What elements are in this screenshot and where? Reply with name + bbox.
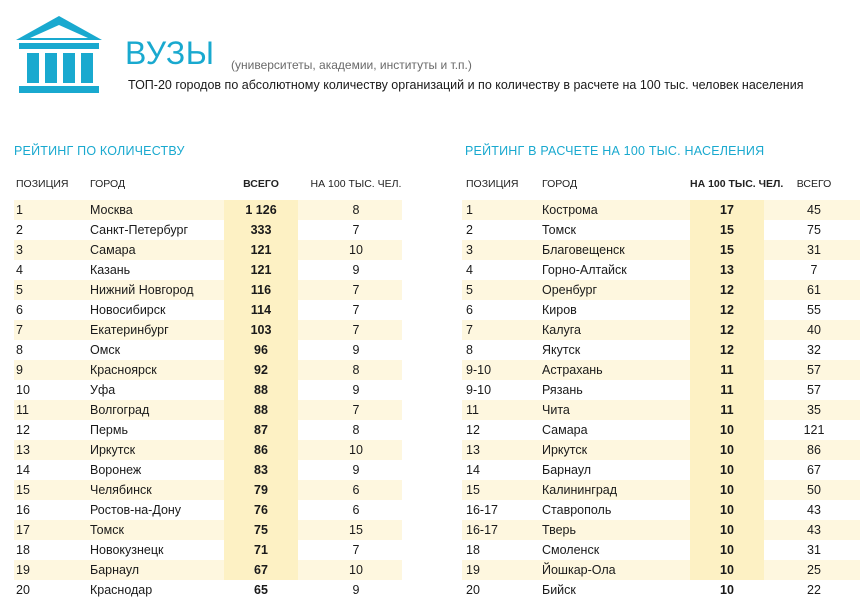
table-row xyxy=(14,340,402,360)
cell-per100k: 8 xyxy=(352,203,360,217)
table-row xyxy=(462,300,860,320)
table-header xyxy=(14,176,402,193)
cell-position: 3 xyxy=(466,243,473,257)
cell-per100k: 7 xyxy=(352,283,360,297)
cell-position: 2 xyxy=(466,223,473,237)
cell-city: Новосибирск xyxy=(90,303,166,317)
cell-city: Иркутск xyxy=(90,443,136,457)
cell-total: 67 xyxy=(254,563,268,577)
cell-per100k: 11 xyxy=(720,403,734,417)
cell-position: 14 xyxy=(466,463,480,477)
cell-per100k: 10 xyxy=(720,483,734,497)
cell-total: 114 xyxy=(250,303,272,317)
cell-per100k: 7 xyxy=(352,303,360,317)
cell-per100k: 12 xyxy=(720,303,734,317)
cell-total: 88 xyxy=(254,383,268,397)
table-row xyxy=(462,220,860,240)
cell-total: 43 xyxy=(807,523,821,537)
cell-position: 12 xyxy=(16,423,30,437)
cell-city: Йошкар-Ола xyxy=(542,563,616,577)
table-row xyxy=(462,380,860,400)
table-row xyxy=(462,260,860,280)
cell-total: 1 126 xyxy=(245,203,277,217)
cell-per100k: 10 xyxy=(720,503,734,517)
cell-per100k: 12 xyxy=(720,283,734,297)
cell-position: 4 xyxy=(466,263,473,277)
cell-city: Барнаул xyxy=(90,563,140,577)
cell-per100k: 10 xyxy=(720,543,734,557)
cell-city: Самара xyxy=(542,423,588,437)
table-row xyxy=(462,200,860,220)
cell-city: Астрахань xyxy=(542,363,603,377)
right-section-title: РЕЙТИНГ В РАСЧЕТЕ НА 100 ТЫС. НАСЕЛЕНИЯ xyxy=(465,144,765,158)
table-row xyxy=(462,240,860,260)
cell-per100k: 7 xyxy=(352,403,360,417)
cell-per100k: 8 xyxy=(352,423,360,437)
cell-position: 9-10 xyxy=(466,363,492,377)
table-row xyxy=(14,420,402,440)
table-row xyxy=(462,360,860,380)
table-row xyxy=(14,480,402,500)
cell-per100k: 11 xyxy=(720,383,734,397)
cell-total: 92 xyxy=(254,363,268,377)
cell-total: 57 xyxy=(807,383,821,397)
cell-position: 11 xyxy=(466,403,479,417)
university-building-icon xyxy=(14,14,104,96)
table-row xyxy=(14,300,402,320)
cell-city: Омск xyxy=(90,343,121,357)
cell-city: Нижний Новгород xyxy=(90,283,194,297)
table-row xyxy=(462,340,860,360)
table-row xyxy=(14,200,402,220)
cell-total: 31 xyxy=(807,543,821,557)
cell-position: 9 xyxy=(16,363,23,377)
cell-position: 12 xyxy=(466,423,480,437)
header-total: ВСЕГО xyxy=(243,178,279,190)
table-row xyxy=(462,320,860,340)
page-subtitle: ТОП-20 городов по абсолютному количеству организаций и по количеству в расчете на 100 тыс. человек населения xyxy=(128,78,804,92)
cell-per100k: 10 xyxy=(349,243,363,257)
cell-total: 103 xyxy=(250,323,272,337)
cell-position: 1 xyxy=(466,203,473,217)
cell-city: Калуга xyxy=(542,323,582,337)
table-row xyxy=(14,220,402,240)
cell-total: 75 xyxy=(254,523,268,537)
cell-total: 65 xyxy=(254,583,268,597)
cell-per100k: 9 xyxy=(352,583,360,597)
cell-city: Киров xyxy=(542,303,577,317)
cell-city: Казань xyxy=(90,263,131,277)
page-title: ВУЗЫ xyxy=(125,35,215,71)
cell-total: 57 xyxy=(807,363,821,377)
table-row xyxy=(14,500,402,520)
table-row xyxy=(14,240,402,260)
cell-total: 79 xyxy=(254,483,268,497)
table-row xyxy=(462,520,860,540)
ranking-per-100k-table xyxy=(462,176,860,597)
table-row xyxy=(462,280,860,300)
table-row xyxy=(14,400,402,420)
cell-total: 83 xyxy=(254,463,268,477)
cell-per100k: 12 xyxy=(720,343,734,357)
header-city: ГОРОД xyxy=(542,178,578,190)
cell-city: Пермь xyxy=(90,423,128,437)
cell-total: 86 xyxy=(807,443,821,457)
cell-position: 6 xyxy=(466,303,473,317)
title-note: (университеты, академии, институты и т.п.) xyxy=(231,58,472,72)
cell-position: 6 xyxy=(16,303,23,317)
table-body xyxy=(14,200,402,600)
ranking-by-count-table xyxy=(14,176,402,597)
cell-total: 45 xyxy=(807,203,821,217)
cell-city: Томск xyxy=(542,223,576,237)
cell-city: Самара xyxy=(90,243,136,257)
cell-city: Красноярск xyxy=(90,363,157,377)
table-row xyxy=(462,560,860,580)
table-row xyxy=(14,520,402,540)
cell-city: Чита xyxy=(542,403,570,417)
header-position: ПОЗИЦИЯ xyxy=(466,178,519,190)
cell-city: Калининград xyxy=(542,483,618,497)
cell-city: Кострома xyxy=(542,203,598,217)
cell-position: 11 xyxy=(16,403,29,417)
cell-per100k: 10 xyxy=(720,523,734,537)
cell-position: 17 xyxy=(16,523,30,537)
cell-position: 1 xyxy=(16,203,23,217)
cell-position: 14 xyxy=(16,463,30,477)
cell-city: Томск xyxy=(90,523,124,537)
cell-per100k: 15 xyxy=(720,223,734,237)
cell-per100k: 9 xyxy=(352,263,360,277)
cell-per100k: 12 xyxy=(720,323,734,337)
table-row xyxy=(462,480,860,500)
cell-total: 75 xyxy=(807,223,821,237)
cell-per100k: 10 xyxy=(349,563,363,577)
cell-position: 16-17 xyxy=(466,523,498,537)
cell-per100k: 9 xyxy=(352,383,360,397)
cell-position: 7 xyxy=(16,323,23,337)
cell-position: 10 xyxy=(16,383,30,397)
header-position: ПОЗИЦИЯ xyxy=(16,178,69,190)
cell-total: 55 xyxy=(807,303,821,317)
cell-total: 86 xyxy=(254,443,268,457)
cell-position: 5 xyxy=(466,283,473,297)
header-per100k: НА 100 ТЫС. ЧЕЛ. xyxy=(690,178,784,190)
header-city: ГОРОД xyxy=(90,178,126,190)
cell-total: 121 xyxy=(250,263,272,277)
cell-position: 2 xyxy=(16,223,23,237)
cell-city: Барнаул xyxy=(542,463,592,477)
cell-total: 116 xyxy=(250,283,272,297)
cell-per100k: 10 xyxy=(720,583,734,597)
cell-total: 121 xyxy=(250,243,272,257)
cell-total: 96 xyxy=(254,343,268,357)
cell-position: 19 xyxy=(466,563,480,577)
cell-total: 333 xyxy=(250,223,272,237)
cell-position: 16 xyxy=(16,503,30,517)
cell-city: Горно-Алтайск xyxy=(542,263,627,277)
cell-position: 5 xyxy=(16,283,23,297)
table-row xyxy=(14,280,402,300)
cell-position: 19 xyxy=(16,563,30,577)
cell-position: 9-10 xyxy=(466,383,492,397)
cell-position: 13 xyxy=(16,443,30,457)
cell-city: Уфа xyxy=(90,383,116,397)
cell-per100k: 13 xyxy=(720,263,734,277)
cell-total: 87 xyxy=(254,423,268,437)
table-row xyxy=(14,580,402,600)
cell-per100k: 15 xyxy=(349,523,363,537)
cell-position: 4 xyxy=(16,263,23,277)
table-row xyxy=(462,540,860,560)
cell-per100k: 9 xyxy=(352,343,360,357)
table-header xyxy=(462,176,860,193)
cell-per100k: 10 xyxy=(720,423,734,437)
cell-per100k: 10 xyxy=(720,563,734,577)
cell-city: Рязань xyxy=(542,383,583,397)
cell-total: 71 xyxy=(254,543,268,557)
table-row xyxy=(14,320,402,340)
cell-city: Иркутск xyxy=(542,443,588,457)
cell-city: Ростов-на-Дону xyxy=(90,503,182,517)
cell-city: Екатеринбург xyxy=(90,323,169,337)
cell-total: 35 xyxy=(807,403,821,417)
table-row xyxy=(14,360,402,380)
cell-total: 32 xyxy=(807,343,821,357)
table-row xyxy=(462,460,860,480)
table-row xyxy=(14,380,402,400)
table-row xyxy=(14,540,402,560)
cell-total: 50 xyxy=(807,483,821,497)
table-row xyxy=(462,420,860,440)
table-row xyxy=(14,440,402,460)
cell-city: Смоленск xyxy=(542,543,600,557)
cell-total: 43 xyxy=(807,503,821,517)
table-row xyxy=(14,460,402,480)
header-per100k: НА 100 ТЫС. ЧЕЛ. xyxy=(310,178,402,190)
cell-per100k: 6 xyxy=(352,483,360,497)
cell-position: 7 xyxy=(466,323,473,337)
table-body xyxy=(462,200,860,600)
cell-city: Тверь xyxy=(542,523,577,537)
cell-per100k: 8 xyxy=(352,363,360,377)
cell-city: Санкт-Петербург xyxy=(90,223,189,237)
cell-total: 25 xyxy=(807,563,821,577)
cell-city: Ставрополь xyxy=(542,503,612,517)
cell-city: Бийск xyxy=(542,583,576,597)
table-row xyxy=(462,580,860,600)
cell-position: 20 xyxy=(466,583,480,597)
table-row xyxy=(14,260,402,280)
cell-total: 88 xyxy=(254,403,268,417)
cell-city: Воронеж xyxy=(90,463,142,477)
cell-position: 15 xyxy=(466,483,480,497)
cell-total: 76 xyxy=(254,503,268,517)
cell-total: 22 xyxy=(807,583,821,597)
cell-per100k: 10 xyxy=(720,443,734,457)
cell-total: 31 xyxy=(807,243,821,257)
cell-city: Челябинск xyxy=(90,483,152,497)
table-row xyxy=(462,400,860,420)
cell-total: 40 xyxy=(807,323,821,337)
cell-per100k: 10 xyxy=(349,443,363,457)
table-row xyxy=(14,560,402,580)
cell-per100k: 17 xyxy=(720,203,734,217)
cell-position: 13 xyxy=(466,443,480,457)
cell-city: Благовещенск xyxy=(542,243,625,257)
cell-position: 18 xyxy=(16,543,30,557)
cell-per100k: 11 xyxy=(720,363,734,377)
cell-city: Краснодар xyxy=(90,583,153,597)
cell-position: 8 xyxy=(466,343,473,357)
cell-total: 67 xyxy=(807,463,821,477)
cell-position: 8 xyxy=(16,343,23,357)
table-row xyxy=(462,500,860,520)
cell-position: 16-17 xyxy=(466,503,498,517)
cell-per100k: 7 xyxy=(352,223,360,237)
cell-position: 15 xyxy=(16,483,30,497)
cell-position: 3 xyxy=(16,243,23,257)
header-total: ВСЕГО xyxy=(796,178,832,190)
cell-city: Новокузнецк xyxy=(90,543,164,557)
cell-position: 20 xyxy=(16,583,30,597)
left-section-title: РЕЙТИНГ ПО КОЛИЧЕСТВУ xyxy=(14,144,185,158)
cell-city: Якутск xyxy=(542,343,581,357)
table-row xyxy=(462,440,860,460)
cell-total: 61 xyxy=(807,283,821,297)
cell-per100k: 7 xyxy=(352,543,360,557)
cell-city: Москва xyxy=(90,203,133,217)
cell-per100k: 6 xyxy=(352,503,360,517)
cell-total: 121 xyxy=(803,423,825,437)
cell-total: 7 xyxy=(810,263,818,277)
cell-position: 18 xyxy=(466,543,480,557)
cell-per100k: 7 xyxy=(352,323,360,337)
cell-per100k: 9 xyxy=(352,463,360,477)
cell-per100k: 15 xyxy=(720,243,734,257)
cell-city: Волгоград xyxy=(90,403,150,417)
cell-city: Оренбург xyxy=(542,283,598,297)
cell-per100k: 10 xyxy=(720,463,734,477)
